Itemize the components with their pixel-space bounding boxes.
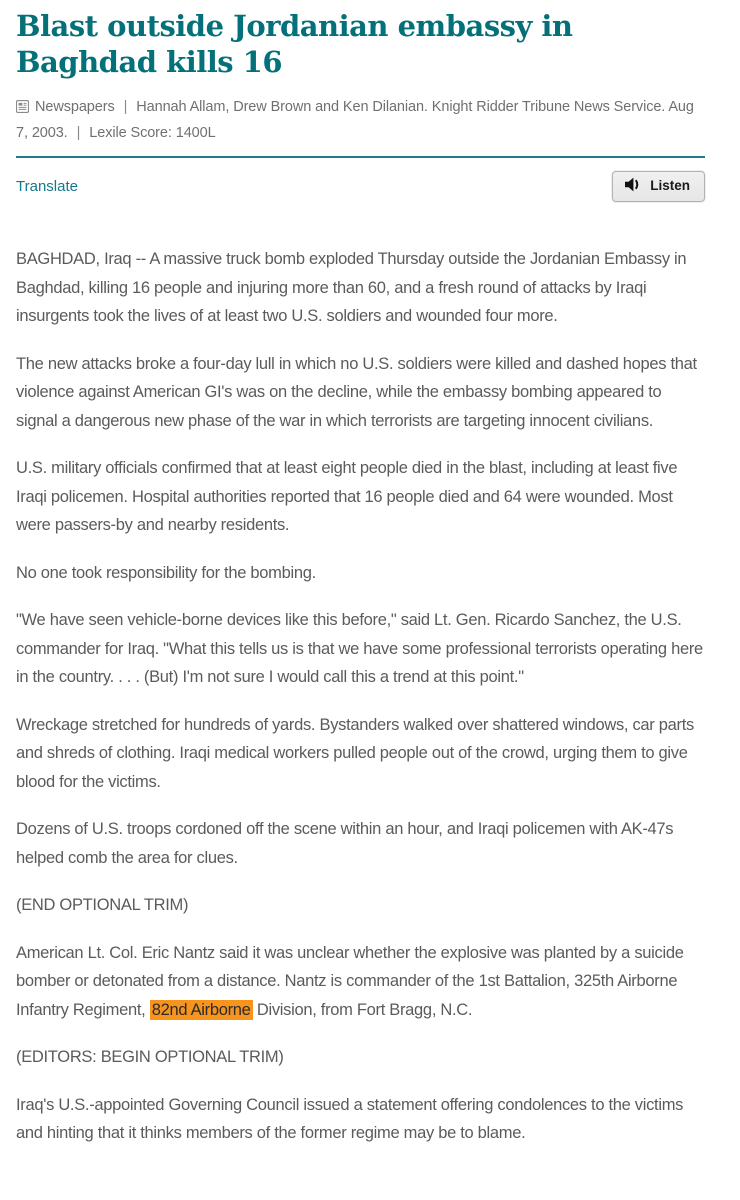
paragraph: Iraq's U.S.-appointed Governing Council issued a statement offering condolences to the victims and hinting that it thinks members of the former regime may be to blame. (16, 1095, 684, 1142)
speaker-icon (625, 177, 642, 195)
paragraph-text: Division, from Fort Bragg, N.C. (252, 1000, 473, 1019)
paragraph: Dozens of U.S. troops cordoned off the scene within an hour, and Iraqi policemen with AK-47s helped comb the area for clues. (16, 820, 674, 867)
meta-separator: | (76, 125, 81, 141)
meta-separator: | (123, 99, 128, 115)
paragraph: Wreckage stretched for hundreds of yards. Bystanders walked over shattered windows, car parts and shreds of clothing. Iraqi medical workers pulled people out of the crowd, urging them to give blood for the victims. (16, 715, 694, 791)
paragraph: The new attacks broke a four-day lull in which no U.S. soldiers were killed and dashed hopes that violence against American GI's was on the decline, while the embassy bombing appeared to signal a dangerous new phase of the war in which terrorists are targeting innocent civilians. (16, 354, 697, 430)
paragraph: No one took responsibility for the bombing. (16, 563, 316, 582)
article-toolbar (16, 171, 705, 201)
article-body (16, 245, 705, 1148)
divider (16, 156, 705, 158)
paragraph: (END OPTIONAL TRIM) (16, 896, 189, 914)
lexile-score: Lexile Score: 1400L (89, 125, 216, 141)
page-title: Blast outside Jordanian embassy in Baghdad kills 16 (16, 9, 573, 79)
format-label[interactable]: Newspapers (35, 99, 115, 115)
paragraph: BAGHDAD, Iraq -- A massive truck bomb exploded Thursday outside the Jordanian Embassy in Baghdad, killing 16 people and injuring more than 60, and a fresh round of attacks by Iraqi insurgents took the lives of at least two U.S. soldiers and wounded four more. (16, 250, 687, 325)
byline: Hannah Allam, Drew Brown and Ken Dilanian. Knight Ridder Tribune News Service. Aug 7, 2003. (16, 99, 694, 141)
listen-button-label: Listen (650, 178, 690, 193)
paragraph: U.S. military officials confirmed that at least eight people died in the blast, including at least five Iraqi policemen. Hospital authorities reported that 16 people died and 64 were wounded. Most were passers-by and nearby residents. (16, 459, 678, 534)
search-term-highlight: 82nd Airborne (151, 1000, 251, 1019)
listen-button[interactable] (612, 171, 705, 202)
paragraph-text: American Lt. Col. Eric Nantz said it was unclear whether the explosive was planted by a suicide bomber or detonated from a distance. Nantz is commander of the 1st Battalion, 325th Airborne Infantry Regiment, (16, 943, 684, 1019)
paragraph (16, 939, 705, 1025)
paragraph: (EDITORS: BEGIN OPTIONAL TRIM) (16, 1048, 284, 1066)
translate-link[interactable]: Translate (16, 177, 78, 195)
newspaper-icon (16, 97, 29, 121)
paragraph: "We have seen vehicle-borne devices like this before," said Lt. Gen. Ricardo Sanchez, the U.S. commander for Iraq. "What this tells us is that we have some professional terrorists operating here in the country. . . . (But) I'm not sure I would call this a trend at this point." (16, 611, 703, 686)
article-metadata (16, 95, 705, 145)
